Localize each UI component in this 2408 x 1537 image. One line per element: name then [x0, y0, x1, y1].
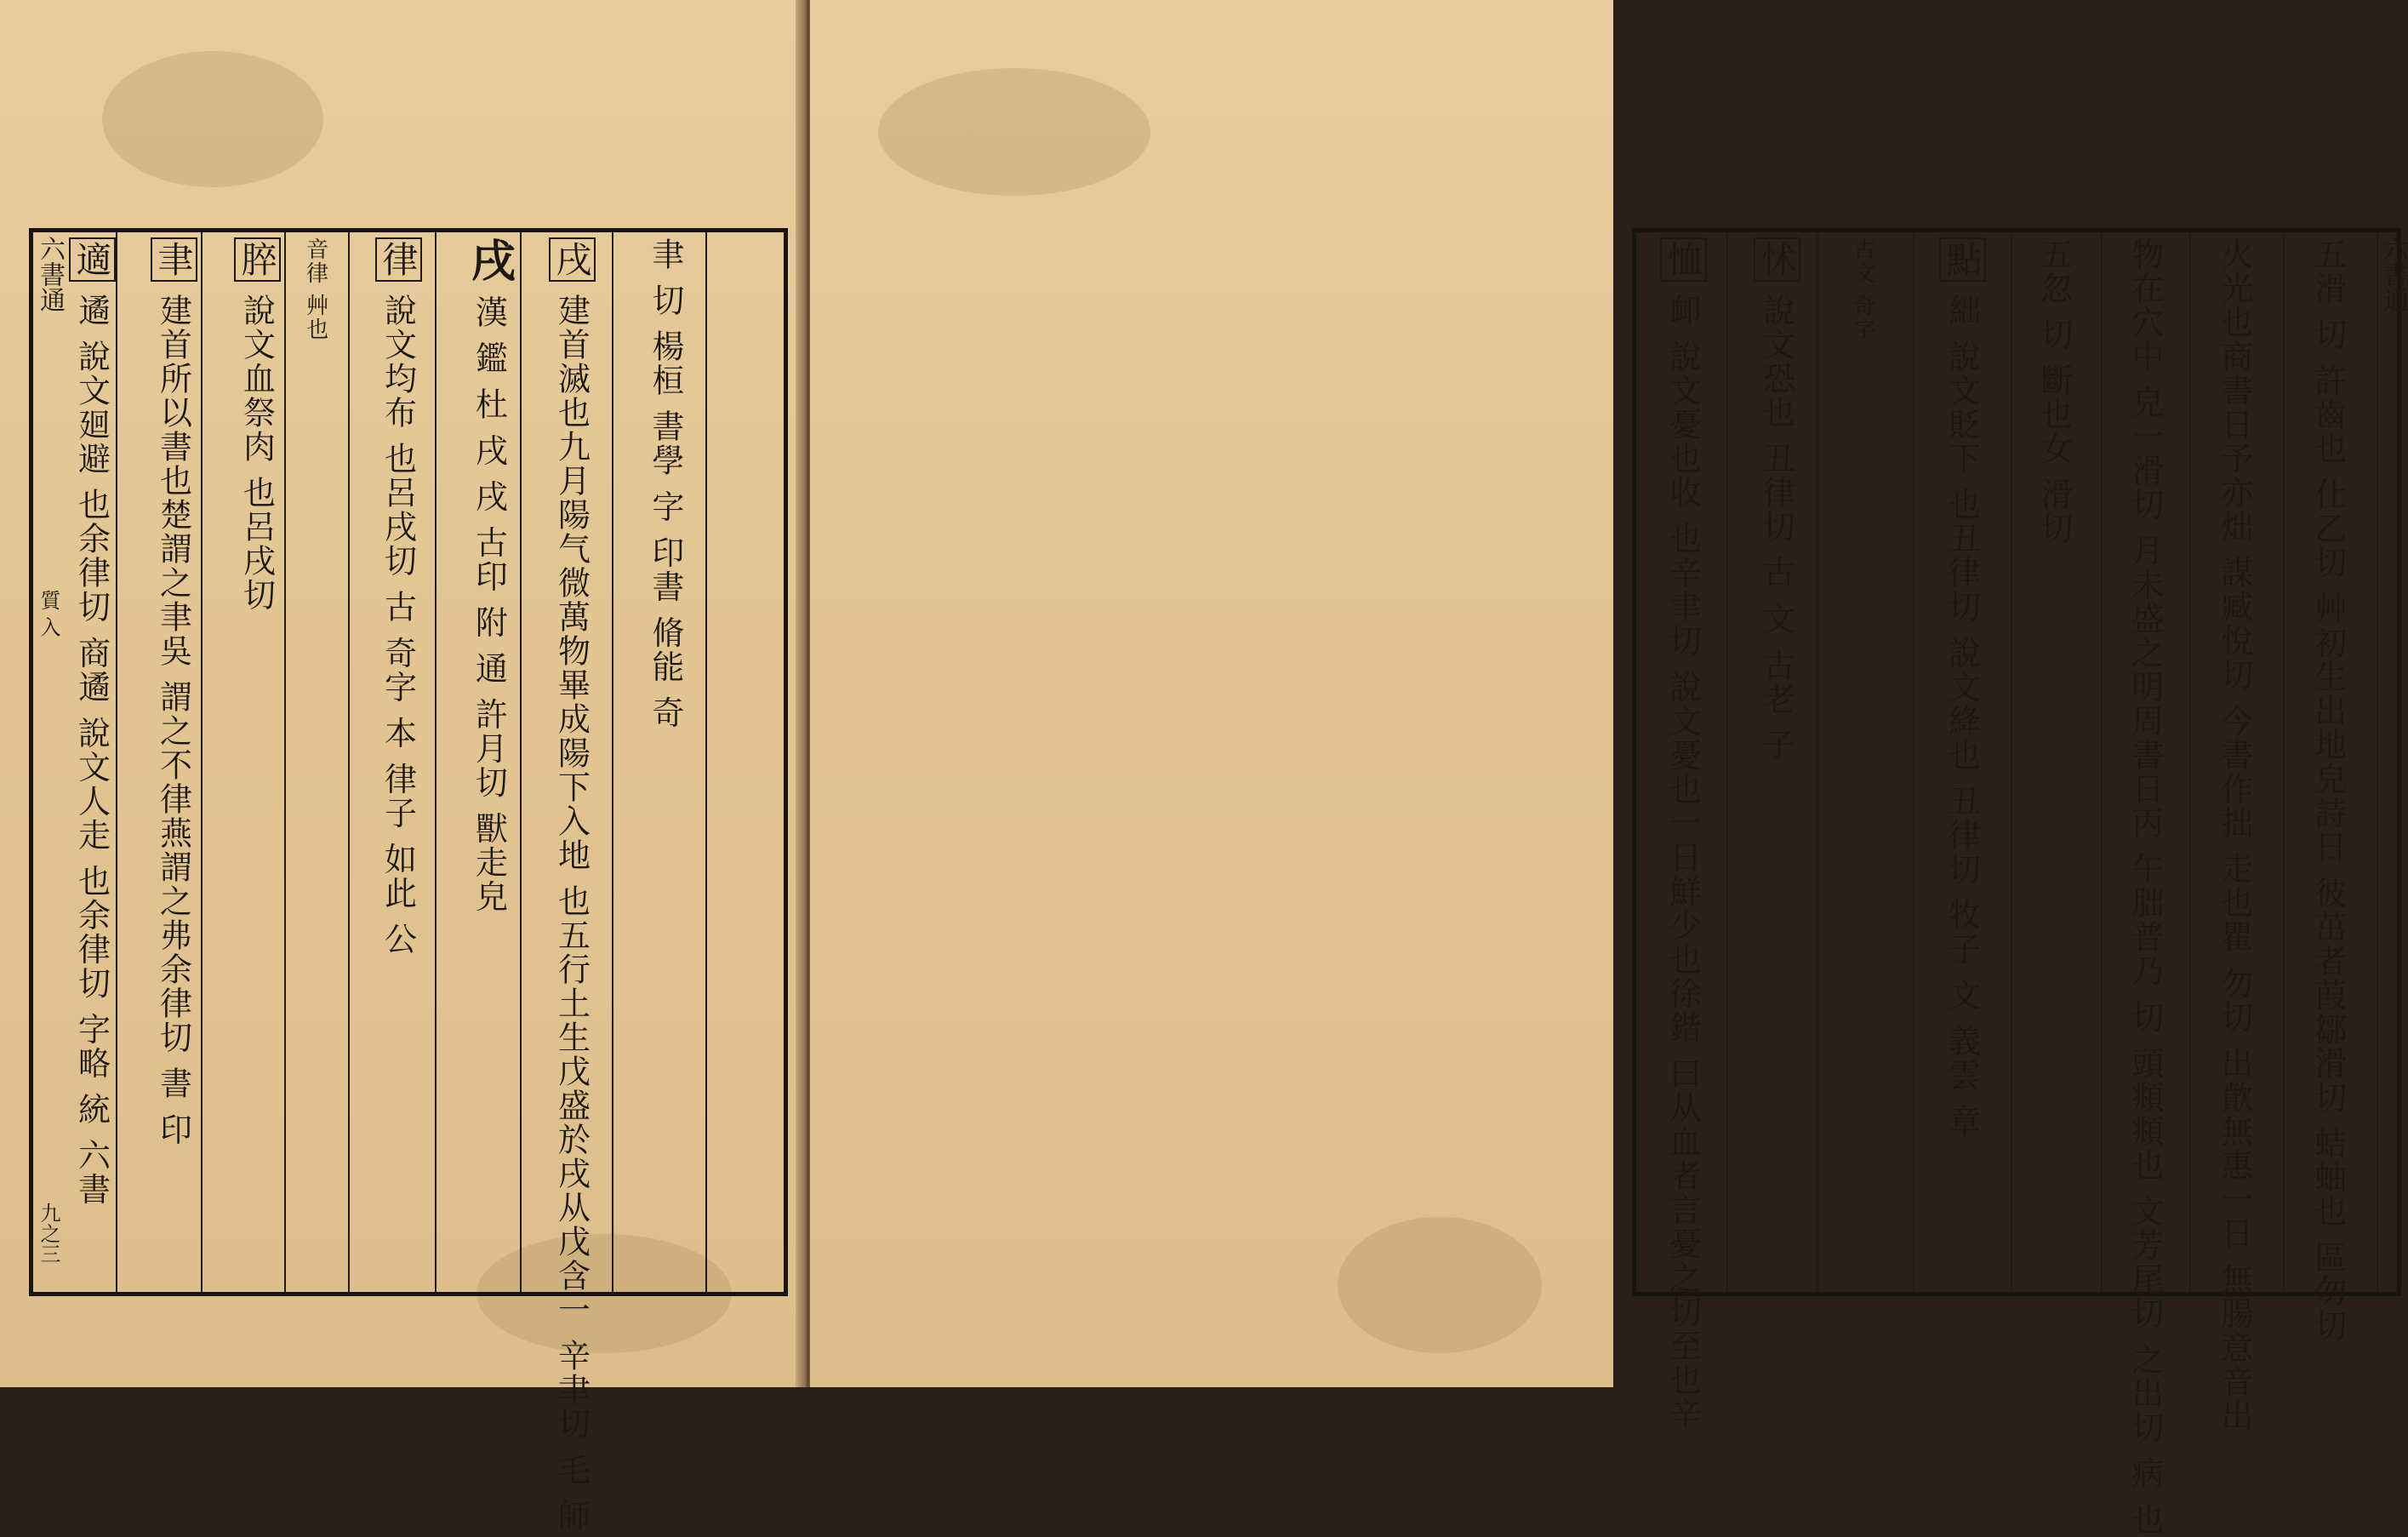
- head-character: 律: [375, 237, 422, 282]
- left-margin-title: 六書通: [35, 236, 65, 312]
- column-text: 建首所以書也楚謂之聿吳 謂之不律燕謂之弗余律切 書 印: [154, 294, 192, 1147]
- head-character: 聿: [151, 237, 197, 282]
- left-column-3: [236, 237, 278, 612]
- column-text: 遹 說文廻避 也余律切 商遹 說文人走 也余律切 字略 統 六書: [72, 294, 111, 1207]
- left-margin-page-number: 九之三: [37, 1203, 60, 1264]
- left-column-5: [377, 237, 419, 957]
- left-column-4: [302, 237, 328, 341]
- left-margin-folio: 質 入: [37, 590, 60, 637]
- right-margin-title: 六書通: [2378, 236, 2408, 312]
- right-column-8: [1662, 237, 1704, 1431]
- right-column-6: [1849, 237, 1875, 341]
- column-text: 五滑 切 許齒也 仕乙切 艸初生出地皃詩日 彼茁者葭鄒滑切 蛣蚰也 區勿切: [2308, 237, 2347, 1343]
- right-column-7: [1755, 237, 1798, 763]
- head-character: 戌: [549, 237, 596, 282]
- right-column-1: [2308, 237, 2347, 1343]
- column-text: 聿 切 楊桓 書學 字 印書 脩能 奇: [646, 237, 684, 730]
- column-text: 說文恐也 丑律切 古 文 古老 子: [1757, 294, 1795, 763]
- left-page: [0, 0, 802, 1534]
- column-text: 說文均布 也呂戌切 古 奇字 本 律子 如此 公: [379, 294, 417, 957]
- left-column-6: [463, 237, 515, 914]
- head-character: 點: [1939, 237, 1986, 282]
- head-character: 適: [69, 237, 116, 282]
- left-column-8: [646, 237, 684, 730]
- column-text: 古文 奇字: [1849, 237, 1875, 342]
- right-column-3: [2126, 237, 2164, 1537]
- column-text: 音律 艸也: [302, 237, 328, 342]
- left-column-1: [71, 237, 113, 1207]
- left-text-frame: [29, 228, 788, 1534]
- column-text: 物在穴中 皃一滑切 月未盛之明周書日丙 午朏普乃 切 頭頫頫也 文芳尾切 之出切 病 也: [2126, 237, 2164, 1537]
- column-text: 卹 說文憂也收 也辛聿切 說文憂也一日鮮少也徐鍇 曰从血者言憂之切至也辛: [1663, 294, 1702, 1431]
- column-text: 說文血祭肉 也呂戌切: [237, 294, 276, 613]
- right-text-frame: [1632, 228, 2408, 1537]
- column-text: 絀 說文貶下 也丑律切 說文絳也 丑律切 牧子 文 義雲 章: [1943, 294, 1981, 1139]
- right-column-5: [1941, 237, 1983, 1139]
- head-character: 戌: [463, 237, 516, 283]
- right-column-2: [2215, 237, 2253, 1432]
- column-text: 建首滅也九月陽气微萬物畢成陽下入地 也五行土生戊盛於戌从戊含一 辛聿切 毛 師: [552, 294, 591, 1534]
- head-character: 怵: [1754, 237, 1800, 282]
- right-column-4: [2034, 237, 2073, 546]
- head-character: 恤: [1660, 237, 1707, 282]
- right-page: [810, 0, 2408, 1537]
- column-text: 五忽 切 斷也女 滑切: [2034, 237, 2073, 546]
- column-text: 火光也商書日予亦炪 謀臧悅切 今書作拙 走也瞿 勿切 出歕無惠一日 無腸意音出: [2215, 237, 2253, 1433]
- head-character: 脺: [234, 237, 281, 282]
- left-column-7: [551, 237, 593, 1533]
- left-column-2: [152, 237, 195, 1146]
- column-text: 漢 鑑 杜 戌 戌 古印 附 通 許月切 獸走皃: [470, 295, 508, 914]
